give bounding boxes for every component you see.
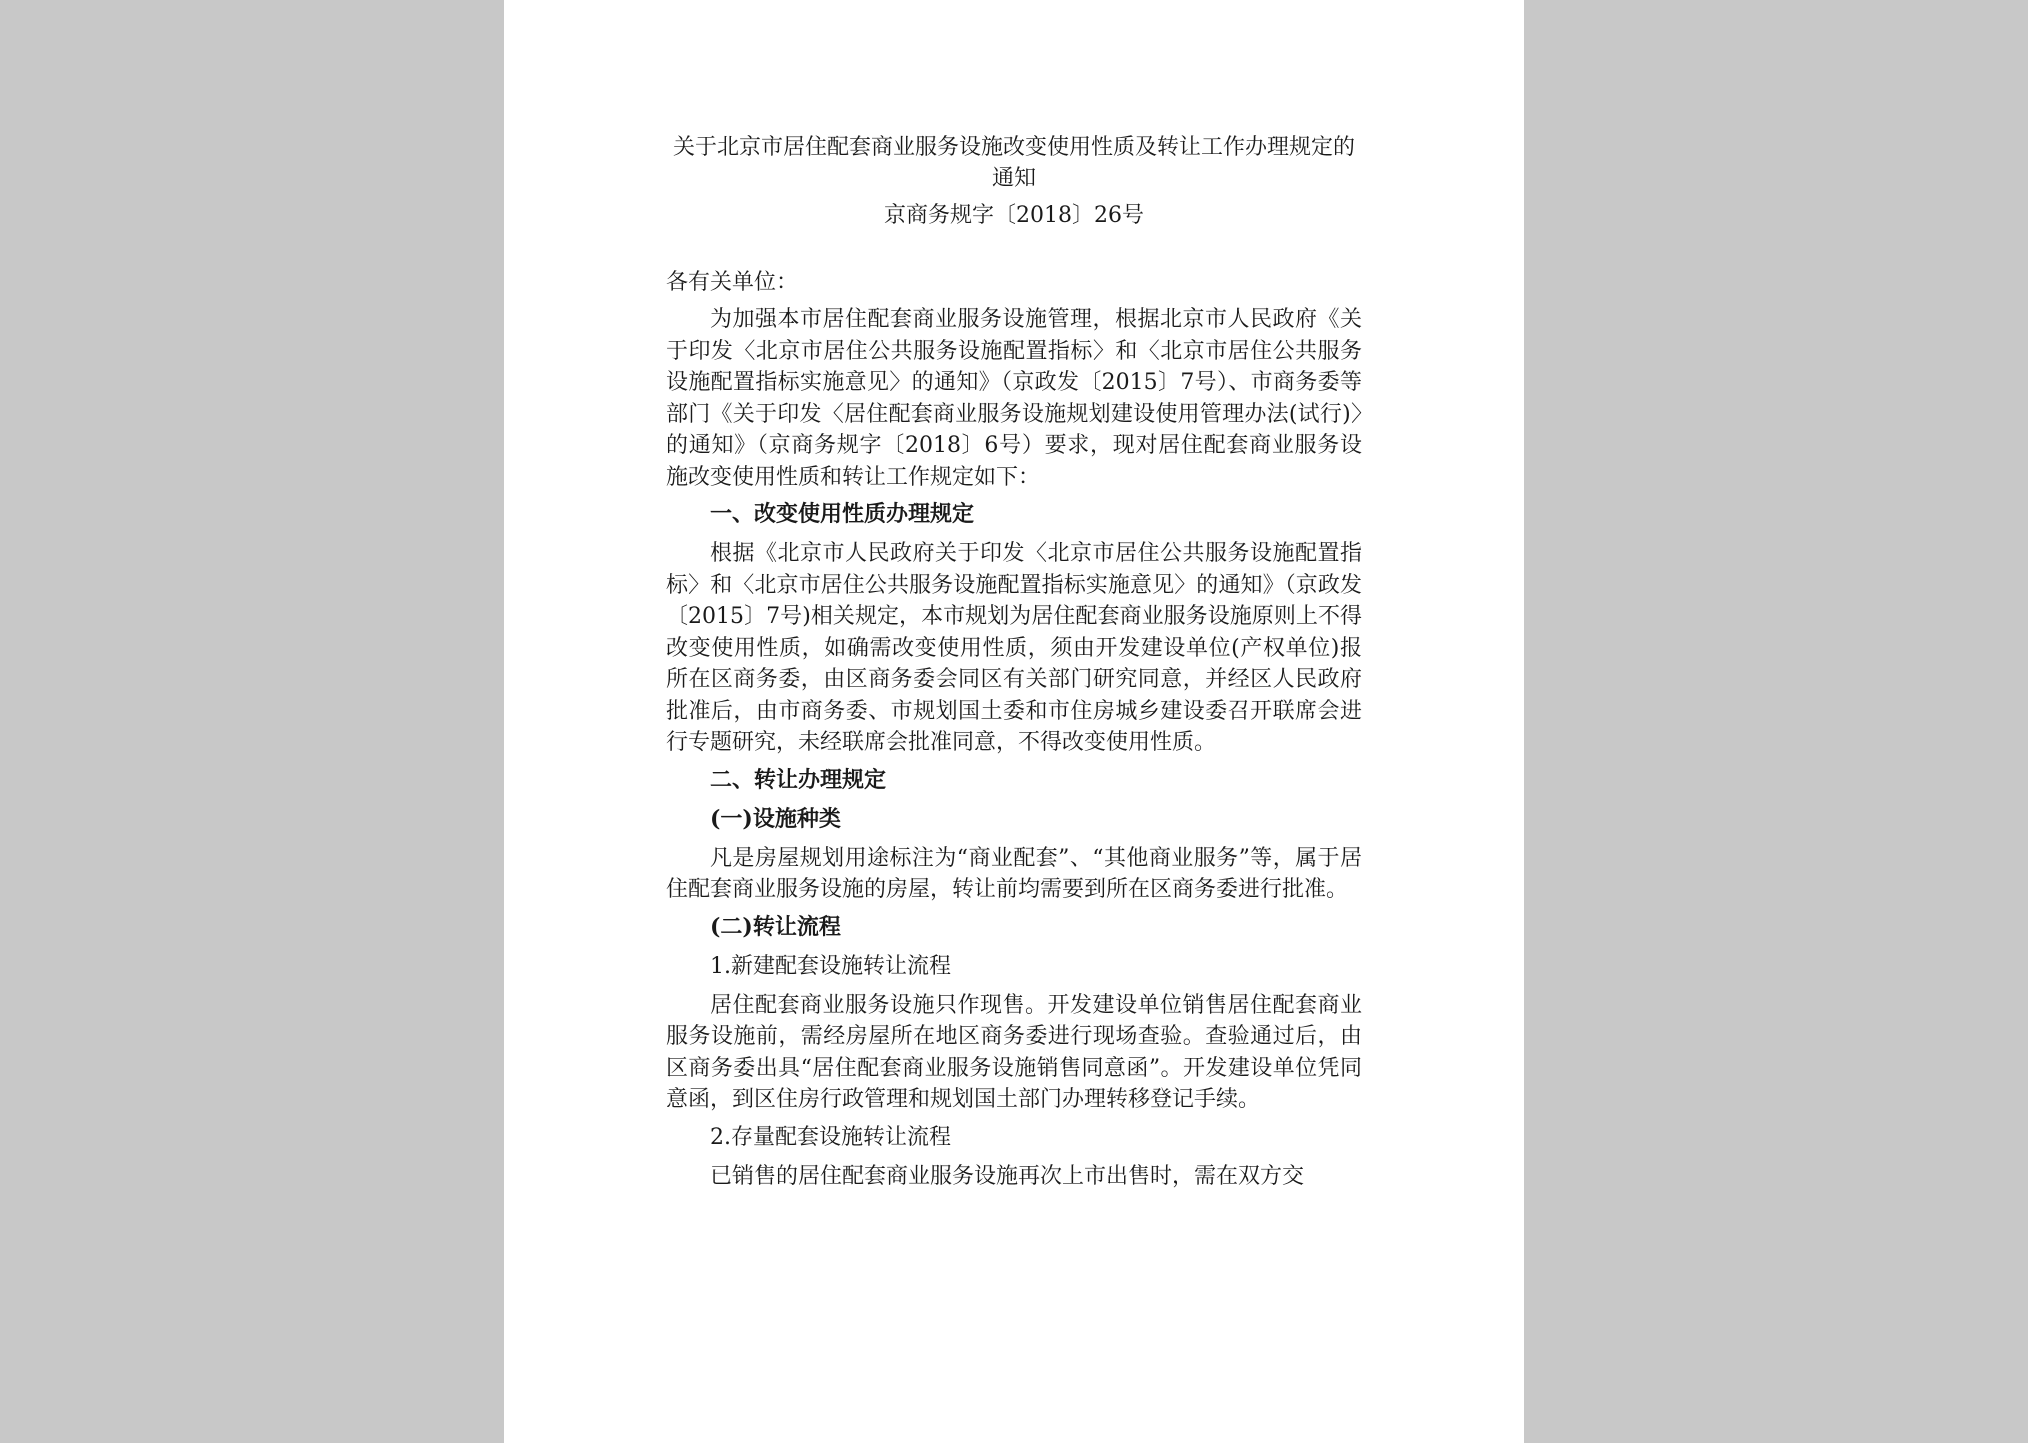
item-2-paragraph: 已销售的居住配套商业服务设施再次上市出售时，需在双方交 — [710, 1163, 1305, 1189]
item-2-heading: 2.存量配套设施转让流程 — [710, 1124, 951, 1150]
subsection-1-paragraph: 凡是房屋规划用途标注为“商业配套”、“其他商业服务”等，属于居住配套商业服务设施的房屋，转让前均需要到所在区商务委进行批准。 — [666, 845, 1362, 902]
section-1-heading: 一、改变使用性质办理规定 — [710, 501, 975, 527]
document-number: 京商务规字〔2018〕26号 — [884, 203, 1144, 228]
salutation: 各有关单位： — [666, 270, 799, 295]
subsection-2-heading: (二)转让流程 — [710, 913, 841, 940]
item-1-paragraph: 居住配套商业服务设施只作现售。开发建设单位销售居住配套商业服务设施前，需经房屋所在地区商务委进行现场查验。查验通过后，由区商务委出具“居住配套商业服务设施销售同意函”。开发建设单位凭同意函，到区住房行政管理和规划国土部门办理转移登记手续。 — [666, 992, 1362, 1112]
item-1-heading: 1.新建配套设施转让流程 — [710, 953, 951, 979]
document-title: 关于北京市居住配套商业服务设施改变使用性质及转让工作办理规定的通知 — [672, 135, 1355, 191]
section-1-paragraph: 根据《北京市人民政府关于印发〈北京市居住公共服务设施配置指标〉和〈北京市居住公共服务设施配置指标实施意见〉的通知》（京政发〔2015〕7号)相关规定，本市规划为居住配套商业服务设施原则上不得改变使用性质，如确需改变使用性质，须由开发建设单位(产权单位)报所在区商务委，由区商务委会同区有关部门研究同意，并经区人民政府批准后，由市商务委、市规划国土委和市住房城乡建设委召开联席会进行专题研究，未经联席会批准同意，不得改变使用性质。 — [666, 541, 1362, 755]
intro-paragraph: 为加强本市居住配套商业服务设施管理，根据北京市人民政府《关于印发〈北京市居住公共服务设施配置指标〉和〈北京市居住公共服务设施配置指标实施意见〉的通知》（京政发〔2015〕7号）、市商务委等部门《关于印发〈居住配套商业服务设施规划建设使用管理办法(试行)〉的通知》（京商务规字〔2018〕6号）要求，现对居住配套商业服务设施改变使用性质和转让工作规定如下： — [666, 307, 1362, 490]
document-page — [504, 0, 1524, 1443]
subsection-1-heading: (一)设施种类 — [710, 805, 841, 832]
section-2-heading: 二、转让办理规定 — [710, 766, 887, 793]
